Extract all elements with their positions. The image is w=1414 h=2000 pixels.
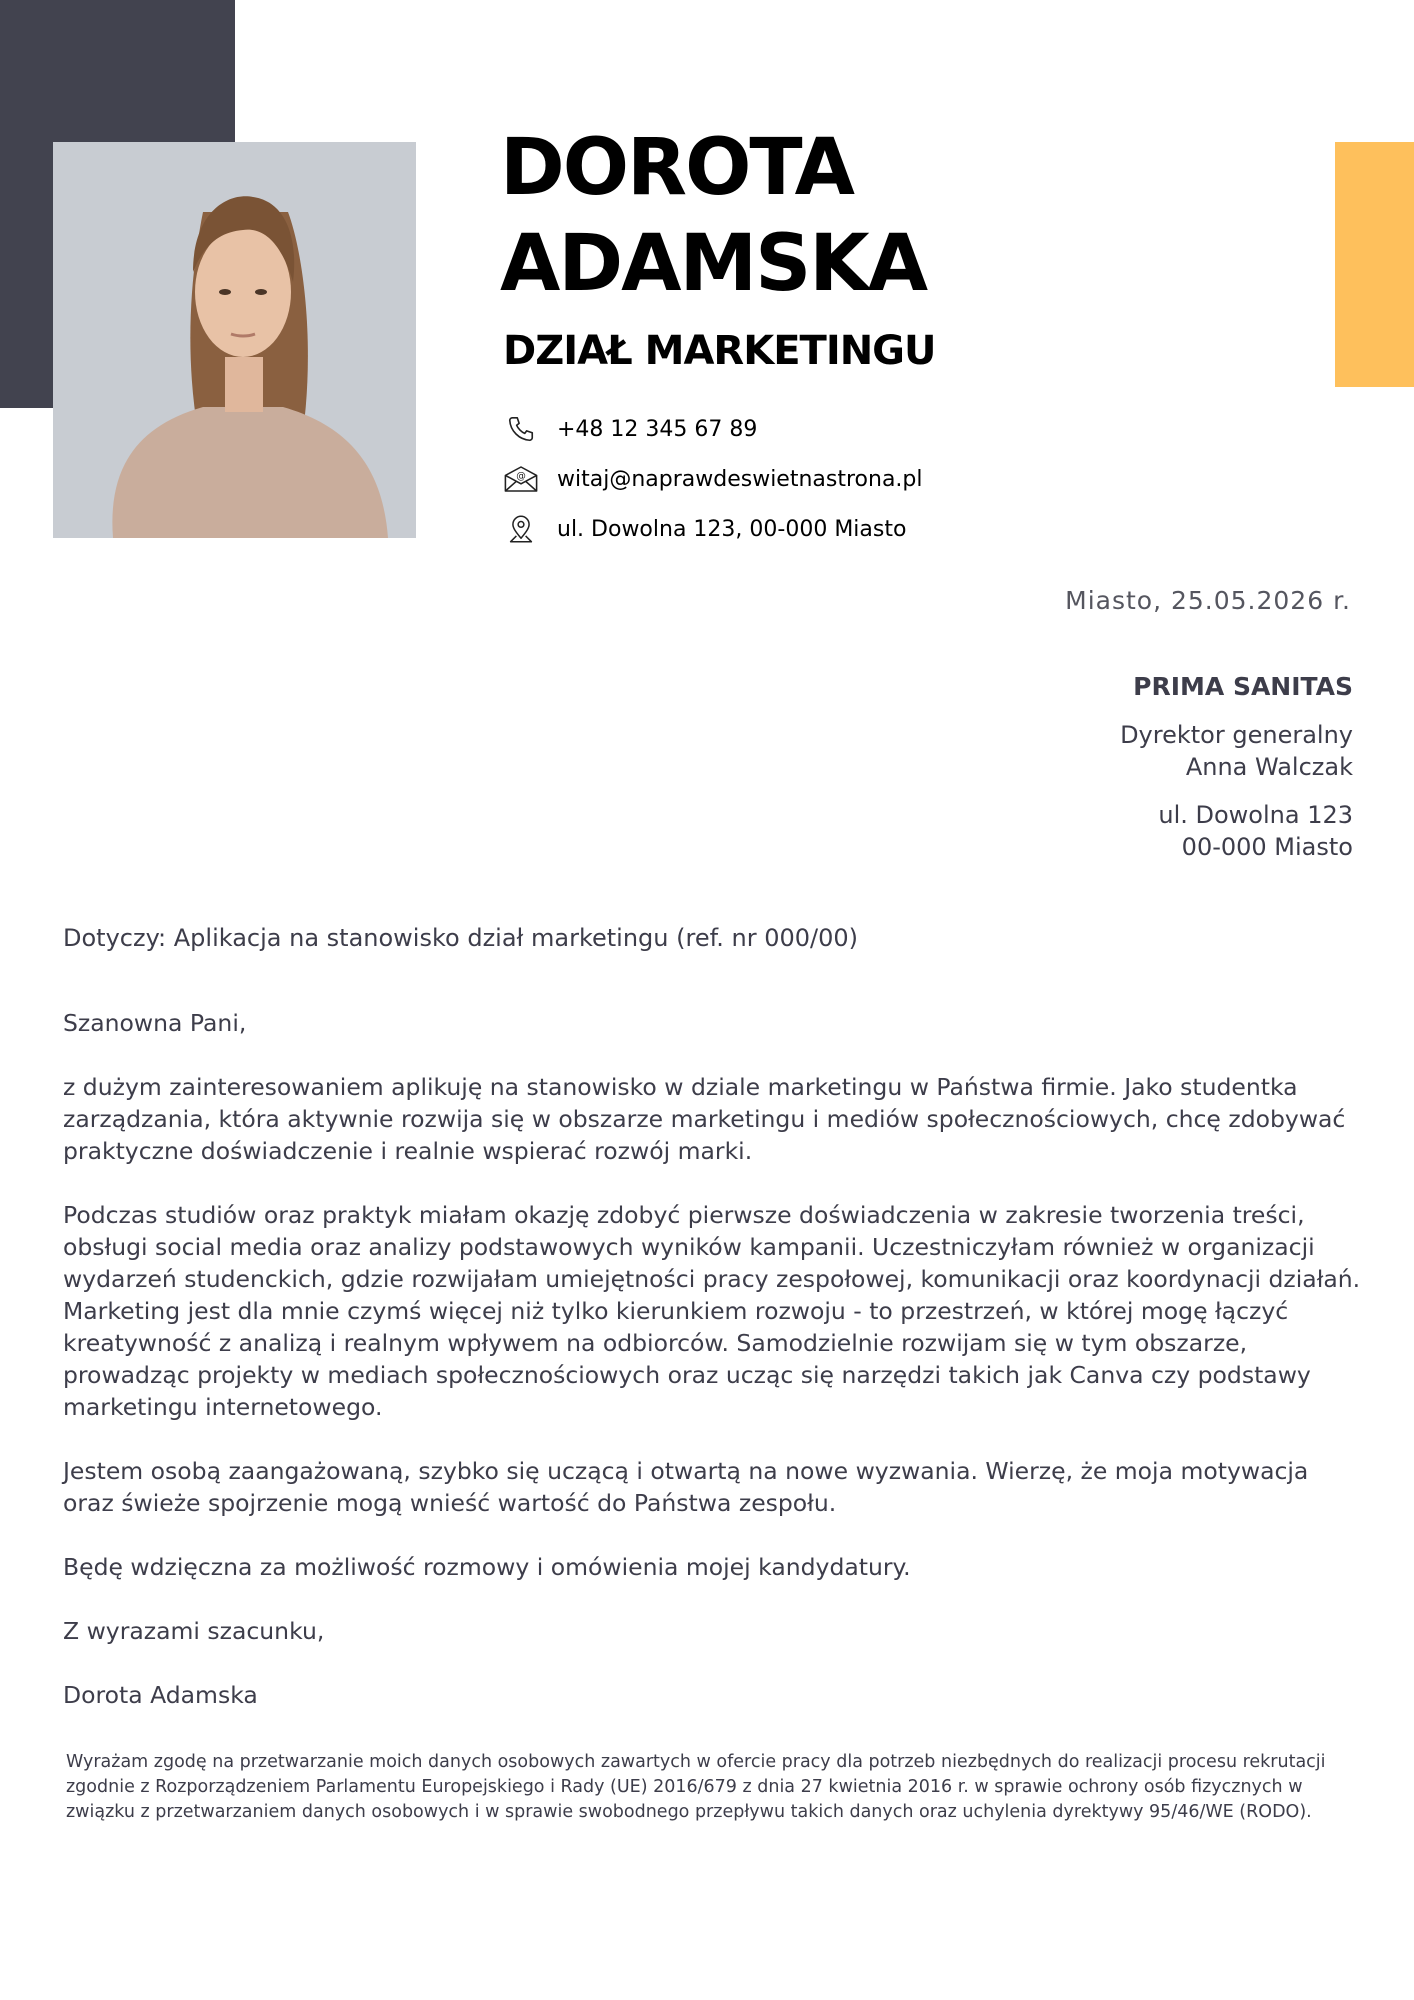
yellow-decor-block [1335, 142, 1414, 387]
letter-paragraph: Podczas studiów oraz praktyk miałam okazję zdobyć pierwsze doświadczenia w zakresie tworzenia treści, obsługi social media oraz analizy podstawowych wyników kampanii. Uczestniczyłam również w organizacji wydarzeń studenckich, gdzie rozwijałam umiejętności pracy zespołowej, komunikacji oraz koordynacji działań. Marketing jest dla mnie czymś więcej niż tylko kierunkiem rozwoju - to przestrzeń, w której mogę łączyć kreatywność z analizą i realnym wpływem na odbiorców. Samodzielnie rozwijam się w tym obszarze, prowadząc projekty w mediach społecznościowych oraz ucząc się narzędzi takich jak Canva czy podstawy marketingu internetowego. [63, 1201, 1361, 1421]
contact-list [503, 404, 923, 554]
contact-phone [503, 404, 923, 454]
candidate-name [500, 120, 926, 312]
letter-signature: Dorota Adamska [63, 1681, 258, 1709]
letter-date: Miasto, 25.05.2026 r. [1065, 586, 1351, 615]
recipient-person: Anna Walczak [1185, 753, 1353, 781]
postal-address: ul. Dowolna 123, 00-000 Miasto [557, 516, 907, 542]
position-title: DZIAŁ MARKETINGU [503, 328, 936, 374]
letter-closing: Z wyrazami szacunku, [63, 1617, 325, 1645]
letter-greeting: Szanowna Pani, [63, 1009, 247, 1037]
first-name: DOROTA [500, 123, 853, 213]
contact-address [503, 504, 923, 554]
recipient-block [1120, 672, 1353, 863]
recipient-city: 00-000 Miasto [1181, 833, 1353, 861]
phone-number: +48 12 345 67 89 [557, 416, 758, 442]
gdpr-consent-clause: Wyrażam zgodę na przetwarzanie moich danych osobowych zawartych w ofercie pracy dla potrzeb niezbędnych do realizacji procesu rekrutacji zgodnie z Rozporządzeniem Parlamentu Europejskiego i Rady (UE) 2016/679 z dnia 27 kwietnia 2016 r. w sprawie ochrony osób fizycznych w związku z przetwarzaniem danych osobowych i w sprawie swobodnego przepływu takich danych oraz uchylenia dyrektywy 95/46/WE (RODO). [66, 1752, 1326, 1822]
letter-body [63, 1007, 1363, 1743]
phone-icon [503, 412, 539, 446]
letter-paragraph: Będę wdzięczna za możliwość rozmowy i omówienia mojej kandydatury. [63, 1553, 911, 1581]
email-address: witaj@naprawdeswietnastrona.pl [557, 466, 923, 492]
location-pin-icon [503, 512, 539, 546]
last-name: ADAMSKA [500, 219, 927, 309]
letter-paragraph: Jestem osobą zaangażowaną, szybko się uczącą i otwartą na nowe wyzwania. Wierzę, że moja motywacja oraz świeże spojrzenie mogą wnieść wartość do Państwa zespołu. [63, 1457, 1309, 1517]
envelope-icon [503, 462, 539, 496]
recipient-street: ul. Dowolna 123 [1158, 801, 1353, 829]
recipient-role: Dyrektor generalny [1120, 721, 1353, 749]
contact-email [503, 454, 923, 504]
letter-paragraph: z dużym zainteresowaniem aplikuję na stanowisko w dziale marketingu w Państwa firmie. Jako studentka zarządzania, która aktywnie rozwija się w obszarze marketingu i mediów społecznościowych, chcę zdobywać praktyczne doświadczenie i realnie wspierać rozwój marki. [63, 1073, 1346, 1165]
profile-photo [53, 142, 416, 538]
letter-subject: Dotyczy: Aplikacja na stanowisko dział marketingu (ref. nr 000/00) [63, 924, 859, 952]
recipient-company: PRIMA SANITAS [1133, 672, 1353, 701]
svg-text:@: @ [516, 471, 526, 482]
